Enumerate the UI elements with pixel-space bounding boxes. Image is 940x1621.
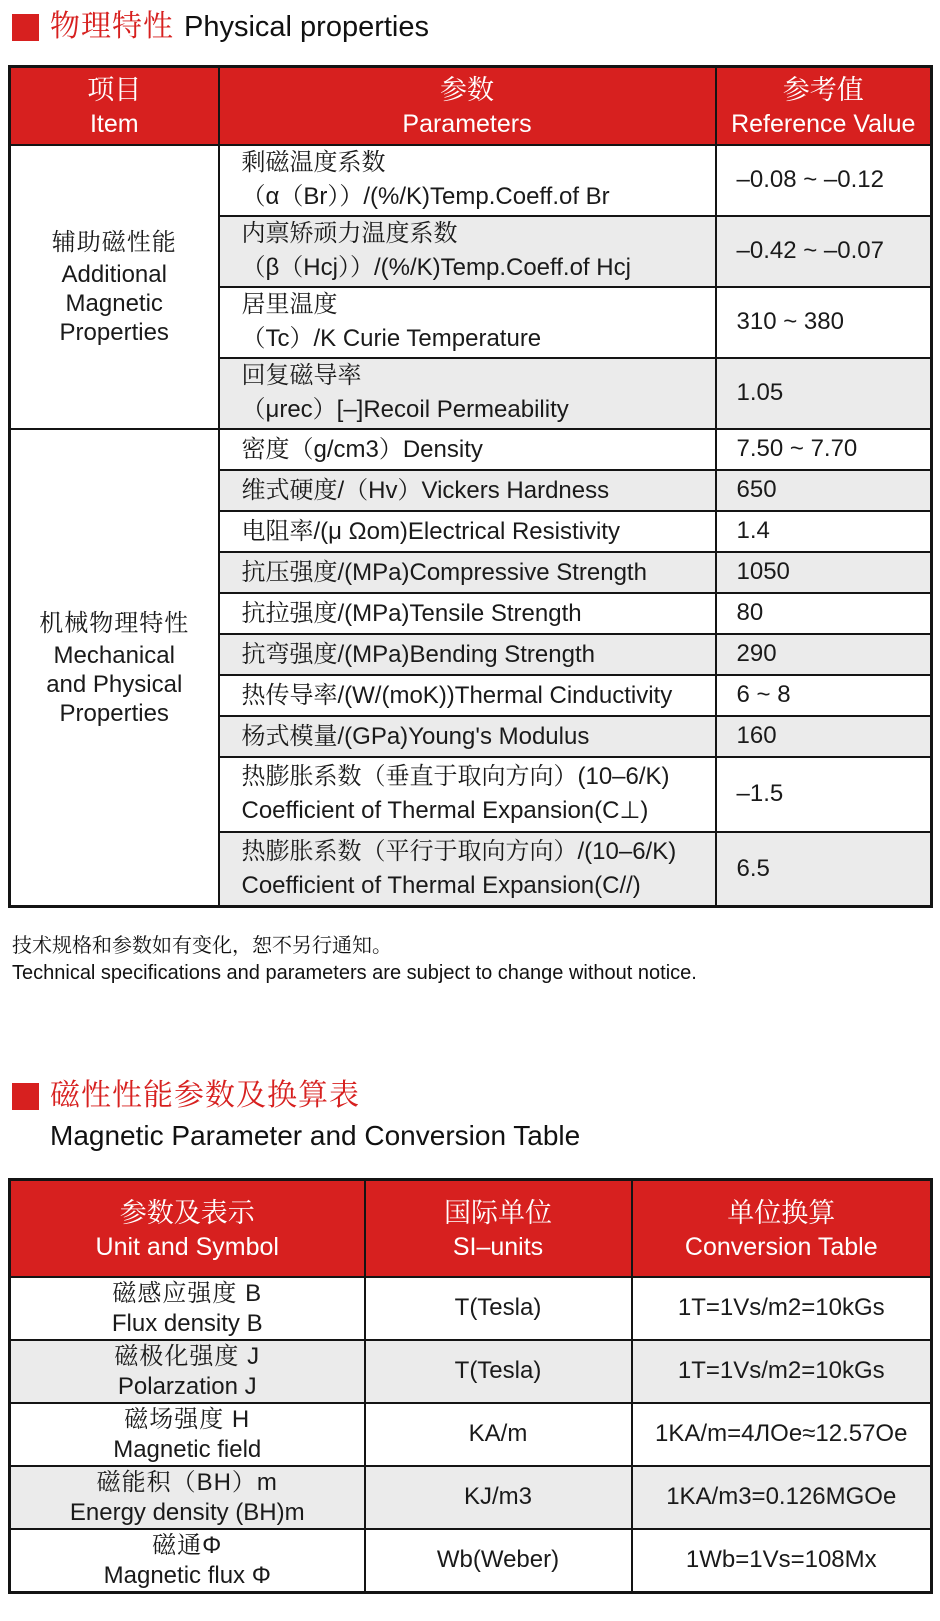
param-cell	[219, 470, 716, 511]
section2-title-text	[50, 1079, 580, 1152]
symbol-en: Flux density B	[111, 1309, 263, 1337]
param-zh: 电阻率/(μ Ωom)Electrical Resistivity	[241, 517, 620, 545]
symbol-cell	[10, 1340, 365, 1403]
header-item-zh: 项目	[87, 75, 142, 106]
param-cell	[219, 511, 716, 552]
group2-item-cell	[10, 429, 219, 907]
param-cell	[219, 757, 716, 832]
header-parameters-zh: 参数	[440, 75, 494, 106]
symbol-zh: 磁感应强度 B	[112, 1279, 263, 1307]
symbol-cell	[10, 1403, 365, 1466]
conversion-cell: 1T=1Vs/m2=10kGs	[632, 1340, 932, 1403]
symbol-en: Energy density (BH)m	[69, 1498, 305, 1526]
param-zh: 抗压强度/(MPa)Compressive Strength	[241, 558, 647, 586]
disclaimer-note-zh: 技术规格和参数如有变化，恕不另行通知。	[12, 935, 392, 957]
param-en: Coefficient of Thermal Expansion(C⊥)	[241, 797, 649, 824]
table2-header-unit-symbol	[10, 1180, 365, 1277]
table-row	[10, 1277, 932, 1340]
header-reference-en: Reference Value	[731, 110, 916, 139]
table-row	[10, 1403, 932, 1466]
param-cell	[219, 716, 716, 757]
symbol-en: Magnetic field	[113, 1435, 262, 1463]
group1-item-cell	[10, 145, 219, 429]
symbol-en: Polarzation J	[117, 1372, 257, 1400]
value-cell: 1050	[716, 552, 932, 593]
param-cell	[219, 287, 716, 358]
section2-title	[12, 1079, 940, 1152]
section2-title-zh: 磁性性能参数及换算表	[50, 1079, 360, 1112]
value-cell: –0.08 ~ –0.12	[716, 145, 932, 216]
param-cell	[219, 675, 716, 716]
table-row	[10, 1340, 932, 1403]
symbol-zh: 磁通Φ	[152, 1531, 223, 1559]
symbol-cell	[10, 1466, 365, 1529]
unit-cell: T(Tesla)	[365, 1340, 632, 1403]
disclaimer-note-en: Technical specifications and parameters are subject to change without notice.	[12, 962, 697, 984]
section1-title-text	[50, 10, 429, 49]
param-zh: 回复磁导率	[241, 362, 362, 389]
symbol-zh: 磁能积（BH）m	[96, 1468, 278, 1496]
symbol-cell	[10, 1529, 365, 1593]
param-cell	[219, 358, 716, 429]
param-cell	[219, 832, 716, 907]
value-cell: 310 ~ 380	[716, 287, 932, 358]
table1-header-item	[10, 67, 219, 145]
table2-header-si-units	[365, 1180, 632, 1277]
value-cell: 160	[716, 716, 932, 757]
section2-title-en: Magnetic Parameter and Conversion Table	[50, 1120, 581, 1151]
table-row	[10, 145, 932, 216]
table1-header-reference	[716, 67, 932, 145]
header-unit-symbol-zh: 参数及表示	[119, 1197, 255, 1228]
group2-label-en: Properties	[59, 699, 169, 727]
param-zh: 内禀矫顽力温度系数	[241, 220, 458, 247]
group2-label-zh: 机械物理特性	[39, 609, 190, 637]
disclaimer-note	[12, 933, 940, 987]
table1-header-parameters	[219, 67, 716, 145]
section1-title-zh: 物理特性	[50, 10, 174, 43]
value-cell: 650	[716, 470, 932, 511]
value-cell: 1.4	[716, 511, 932, 552]
symbol-en: Magnetic flux Φ	[103, 1561, 271, 1589]
group1-label-en: Additional	[61, 261, 167, 288]
group1-label-en: Properties	[59, 319, 169, 346]
conversion-cell: 1Wb=1Vs=108Mx	[632, 1529, 932, 1593]
param-en: （Tc）/K Curie Temperature	[241, 325, 542, 352]
table-row	[10, 429, 932, 470]
param-zh: 杨式模量/(GPa)Young's Modulus	[241, 722, 590, 750]
symbol-cell	[10, 1277, 365, 1340]
table2-header-conversion	[632, 1180, 932, 1277]
symbol-zh: 磁极化强度 J	[114, 1342, 261, 1370]
header-unit-symbol-en: Unit and Symbol	[95, 1232, 279, 1261]
section1-title-en: Physical properties	[184, 11, 429, 43]
group2-label-en: and Physical	[46, 670, 183, 698]
param-en: （β（Hcj））/(%/K)Temp.Coeff.of Hcj	[241, 254, 631, 281]
param-zh: 抗弯强度/(MPa)Bending Strength	[241, 640, 595, 668]
param-cell	[219, 429, 716, 470]
conversion-table	[8, 1178, 933, 1594]
conversion-cell: 1KA/m=4ЛOe≈12.57Oe	[632, 1403, 932, 1466]
group2-label-en: Mechanical	[53, 641, 175, 669]
header-si-units-zh: 国际单位	[444, 1197, 552, 1228]
param-en: （α（Br））/(%/K)Temp.Coeff.of Br	[241, 183, 610, 210]
param-zh: 热膨胀系数（平行于取向方向）/(10–6/K)	[241, 837, 677, 865]
header-item-en: Item	[89, 110, 139, 139]
param-zh: 抗拉强度/(MPa)Tensile Strength	[241, 599, 582, 627]
unit-cell: Wb(Weber)	[365, 1529, 632, 1593]
value-cell: –0.42 ~ –0.07	[716, 216, 932, 287]
unit-cell: KA/m	[365, 1403, 632, 1466]
group1-label-zh: 辅助磁性能	[51, 229, 177, 256]
unit-cell: T(Tesla)	[365, 1277, 632, 1340]
param-zh: 密度（g/cm3）Density	[241, 435, 483, 463]
param-zh: 热传导率/(W/(moK))Thermal Cinductivity	[241, 681, 673, 709]
table-row	[10, 1466, 932, 1529]
section-marker-icon	[12, 1083, 39, 1110]
value-cell: 7.50 ~ 7.70	[716, 429, 932, 470]
value-cell: 290	[716, 634, 932, 675]
param-cell	[219, 593, 716, 634]
param-zh: 维式硬度/（Hv）Vickers Hardness	[241, 476, 610, 504]
param-cell	[219, 634, 716, 675]
group1-label-en: Magnetic	[65, 290, 163, 317]
table-row	[10, 1529, 932, 1593]
section1-title	[12, 10, 940, 49]
value-cell: 1.05	[716, 358, 932, 429]
param-en: Coefficient of Thermal Expansion(C//)	[241, 871, 641, 899]
param-zh: 剩磁温度系数	[241, 149, 386, 176]
param-cell	[219, 216, 716, 287]
value-cell: –1.5	[716, 757, 932, 832]
value-cell: 80	[716, 593, 932, 634]
param-cell	[219, 552, 716, 593]
table2-header-row	[10, 1180, 932, 1277]
param-en: （μrec）[–]Recoil Permeability	[241, 396, 569, 423]
section-marker-icon	[12, 14, 39, 41]
conversion-cell: 1T=1Vs/m2=10kGs	[632, 1277, 932, 1340]
conversion-cell: 1KA/m3=0.126MGOe	[632, 1466, 932, 1529]
param-cell	[219, 145, 716, 216]
param-zh: 居里温度	[241, 291, 338, 318]
header-reference-zh: 参考值	[782, 75, 864, 106]
unit-cell: KJ/m3	[365, 1466, 632, 1529]
symbol-zh: 磁场强度 H	[124, 1405, 251, 1433]
value-cell: 6 ~ 8	[716, 675, 932, 716]
header-parameters-en: Parameters	[402, 110, 532, 139]
header-si-units-en: SI–units	[452, 1232, 544, 1261]
param-zh: 热膨胀系数（垂直于取向方向）(10–6/K)	[241, 763, 670, 790]
physical-properties-table	[8, 65, 933, 908]
value-cell: 6.5	[716, 832, 932, 907]
table1-header-row	[10, 67, 932, 145]
header-conversion-zh: 单位换算	[727, 1197, 836, 1228]
header-conversion-en: Conversion Table	[684, 1232, 878, 1261]
